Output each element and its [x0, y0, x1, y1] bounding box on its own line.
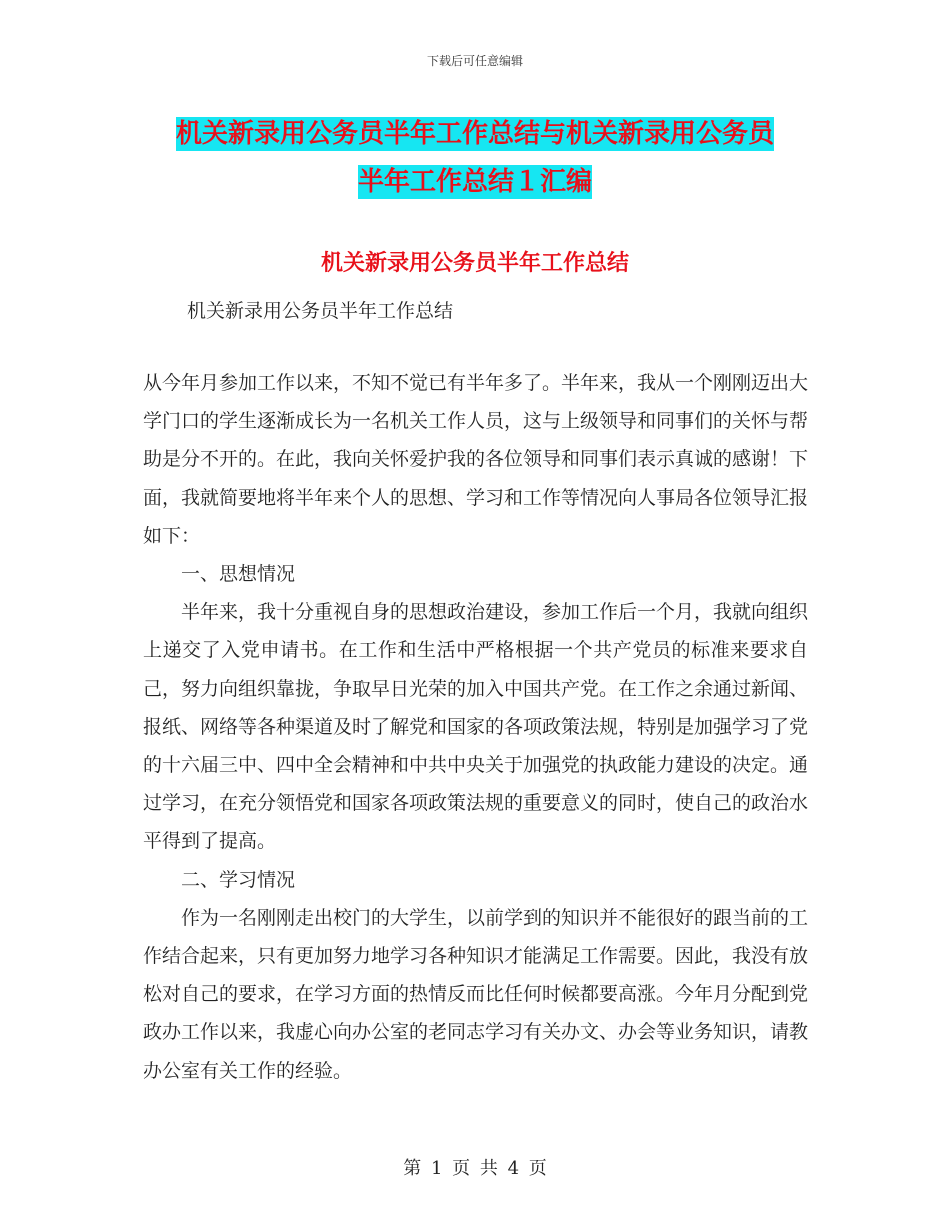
paragraph-study: 作为一名刚刚走出校门的大学生，以前学到的知识并不能很好的跟当前的工作结合起来，只有更加努力地学习各种知识才能满足工作需要。因此，我没有放松对自己的要求，在学习方面的热情反而比任何时候都要高涨。今年月分配到党政办工作以来，我虚心向办公室的老同志学习有关办文、办会等业务知识，请教办公室有关工作的经验。 [143, 906, 809, 1082]
heading-study: 二、学习情况 [181, 868, 296, 891]
section-heading: 机关新录用公务员半年工作总结 [320, 251, 629, 276]
document-body [143, 364, 808, 1090]
document-title [0, 110, 950, 206]
document-title-line2: 半年工作总结１汇编 [357, 167, 592, 197]
page-header-note: 下载后可任意编辑 [426, 54, 523, 68]
heading-thought: 一、思想情况 [181, 563, 296, 586]
document-title-line1: 机关新录用公务员半年工作总结与机关新录用公务员 [175, 119, 774, 149]
paragraph-thought: 半年来，我十分重视自身的思想政治建设，参加工作后一个月，我就向组织上递交了入党申请书。在工作和生活中严格根据一个共产党员的标准来要求自己，努力向组织靠拢，争取早日光荣的加入中国共产党。在工作之余通过新闻、报纸、网络等各种渠道及时了解党和国家的各项政策法规，特别是加强学习了党的十六届三中、四中全会精神和中共中央关于加强党的执政能力建设的决定。通过学习，在充分领悟党和国家各项政策法规的重要意义的同时，使自己的政治水平得到了提高。 [143, 601, 809, 853]
paragraph-intro: 从今年月参加工作以来，不知不觉已有半年多了。半年来，我从一个刚刚迈出大学门口的学生逐渐成长为一名机关工作人员，这与上级领导和同事们的关怀与帮助是分不开的。在此，我向关怀爱护我的各位领导和同事们表示真诚的感谢！下面，我就简要地将半年来个人的思想、学习和工作等情况向人事局各位领导汇报如下： [143, 372, 809, 547]
section-subheading: 机关新录用公务员半年工作总结 [187, 300, 454, 322]
page-number-footer: 第 1 页 共 4 页 [403, 1158, 547, 1179]
